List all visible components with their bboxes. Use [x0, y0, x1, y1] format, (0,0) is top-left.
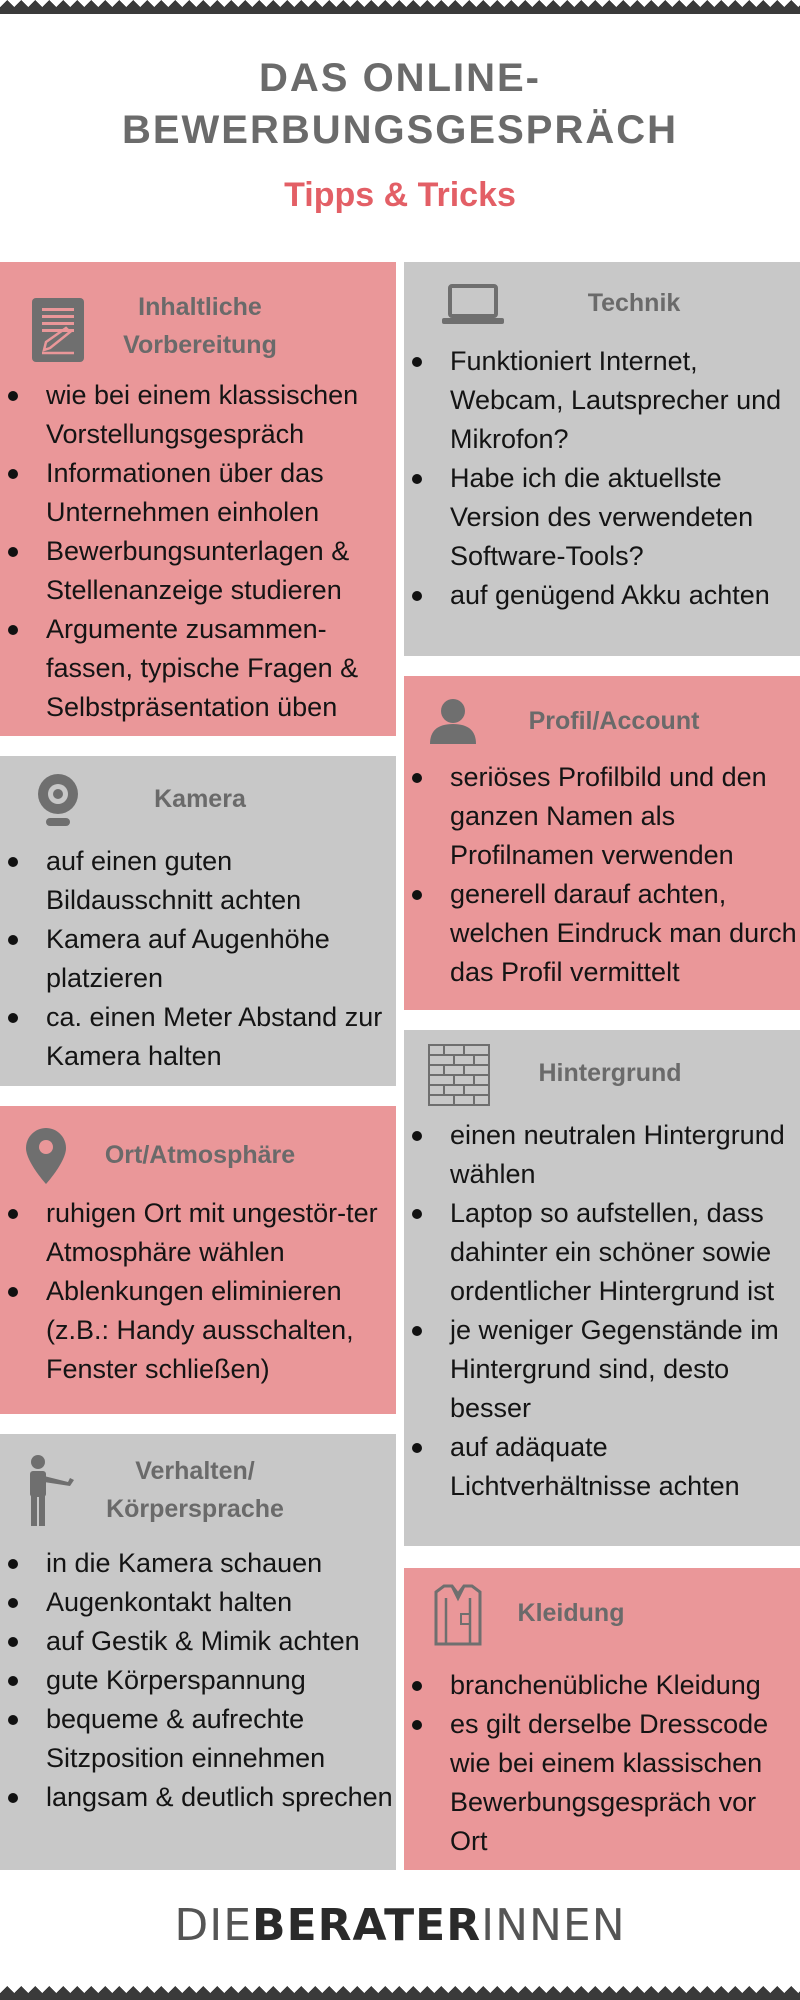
list-item: auf Gestik & Mimik achten: [0, 1622, 396, 1661]
list-item: Habe ich die aktuellste Version des verwendeten Software-Tools?: [404, 459, 800, 576]
card-kleidung: [404, 1568, 800, 1870]
list-item: in die Kamera schauen: [0, 1544, 396, 1583]
brand-logo: [0, 1900, 800, 1951]
list-item: Laptop so aufstellen, dass dahinter ein schöner sowie ordentlicher Hintergrund ist: [404, 1194, 800, 1311]
list-item: bequeme & aufrechte Sitzposition einnehmen: [0, 1700, 396, 1778]
person-pointing-icon: [24, 1454, 76, 1526]
list-item: ca. einen Meter Abstand zur Kamera halten: [0, 998, 390, 1076]
item-list: [404, 1116, 800, 1506]
user-icon: [430, 698, 476, 744]
card-title: Hintergrund: [538, 1059, 682, 1087]
logo-part-innen: INNEN: [481, 1900, 626, 1951]
bottom-zigzag-border: [0, 1986, 800, 2000]
webcam-icon: [34, 772, 82, 828]
list-item: generell darauf achten, welchen Eindruck man durch das Profil vermittelt: [404, 875, 800, 992]
card-title: Profil/Account: [528, 707, 700, 735]
page-title-line1: DAS ONLINE-: [259, 56, 541, 100]
location-pin-icon: [26, 1128, 66, 1184]
item-list: [0, 376, 390, 727]
list-item: auf einen guten Bildausschnitt achten: [0, 842, 390, 920]
card-title-line1: Inhaltliche: [138, 293, 262, 321]
shirt-icon: [434, 1584, 482, 1646]
list-item: einen neutralen Hintergrund wählen: [404, 1116, 800, 1194]
list-item: Ablenkungen eliminieren (z.B.: Handy ausschalten, Fenster schließen): [0, 1272, 390, 1389]
list-item: gute Körperspannung: [0, 1661, 396, 1700]
list-item: Bewerbungsunterlagen & Stellenanzeige studieren: [0, 532, 390, 610]
page-title-line2: BEWERBUNGSGESPRÄCH: [121, 108, 679, 152]
list-item: auf genügend Akku achten: [404, 576, 800, 615]
card-inhaltliche-vorbereitung: [0, 262, 396, 736]
logo-part-die: DIE: [174, 1900, 253, 1951]
list-item: je weniger Gegenstände im Hintergrund sind, desto besser: [404, 1311, 800, 1428]
card-hintergrund: [404, 1030, 800, 1546]
list-item: auf adäquate Lichtverhältnisse achten: [404, 1428, 800, 1506]
card-title: Kleidung: [517, 1599, 625, 1627]
card-title: Ort/Atmosphäre: [104, 1141, 296, 1169]
list-item: Funktioniert Internet, Webcam, Lautsprecher und Mikrofon?: [404, 342, 800, 459]
card-title-line2: Vorbereitung: [123, 331, 277, 359]
item-list: [0, 1194, 390, 1389]
list-item: seriöses Profilbild und den ganzen Namen als Profilnamen verwenden: [404, 758, 800, 875]
item-list: [404, 1666, 800, 1861]
brick-wall-icon: [428, 1044, 490, 1106]
list-item: ruhigen Ort mit ungestör-ter Atmosphäre wählen: [0, 1194, 390, 1272]
card-technik: [404, 262, 800, 656]
card-title-line2: Körpersprache: [106, 1495, 284, 1523]
list-item: wie bei einem klassischen Vorstellungsgespräch: [0, 376, 390, 454]
card-title: Technik: [587, 289, 681, 317]
item-list: [404, 342, 800, 615]
list-item: Augenkontakt halten: [0, 1583, 396, 1622]
card-verhalten-koerpersprache: [0, 1434, 396, 1870]
card-title-line1: Verhalten/: [135, 1457, 255, 1485]
list-item: Argumente zusammen-fassen, typische Fragen & Selbstpräsentation üben: [0, 610, 390, 727]
document-pencil-icon: [32, 298, 84, 362]
card-title: Kamera: [154, 785, 246, 813]
list-item: langsam & deutlich sprechen: [0, 1778, 396, 1817]
list-item: branchenübliche Kleidung: [404, 1666, 800, 1705]
item-list: [404, 758, 800, 992]
item-list: [0, 842, 390, 1076]
laptop-icon: [442, 284, 504, 326]
list-item: es gilt derselbe Dresscode wie bei einem klassischen Bewerbungsgespräch vor Ort: [404, 1705, 800, 1861]
card-kamera: [0, 756, 396, 1086]
logo-part-berater: BERATER: [252, 1900, 482, 1951]
page-subtitle: Tipps & Tricks: [284, 176, 516, 214]
card-profil-account: [404, 676, 800, 1010]
page-title: [0, 52, 800, 156]
item-list: [0, 1544, 396, 1817]
list-item: Kamera auf Augenhöhe platzieren: [0, 920, 390, 998]
list-item: Informationen über das Unternehmen einholen: [0, 454, 390, 532]
card-ort-atmosphaere: [0, 1106, 396, 1414]
top-zigzag-border: [0, 0, 800, 14]
